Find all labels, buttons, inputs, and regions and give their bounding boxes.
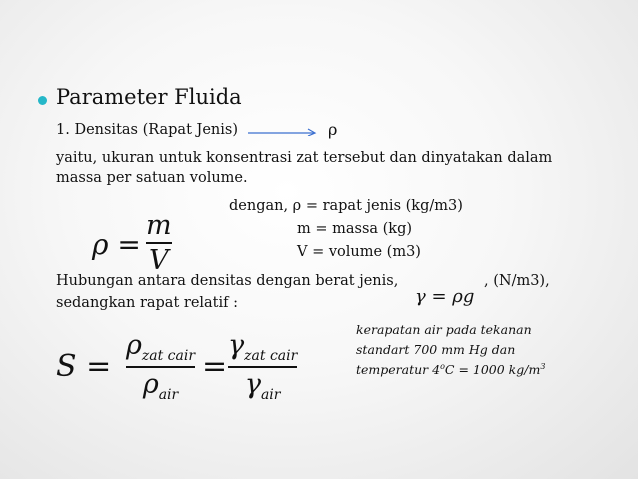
legend-volume: V = volume (m3): [297, 244, 421, 260]
formula-relative-fraction-2: [228, 332, 297, 402]
subscript-air: air: [158, 387, 179, 403]
density-label: 1. Densitas (Rapat Jenis): [56, 122, 238, 138]
definition-line-1: yaitu, ukuran untuk konsentrasi zat tersebut dan dinyatakan dalam: [56, 150, 553, 166]
formula-relative-fraction-1: [126, 332, 195, 402]
note-line-1: kerapatan air pada tekanan: [356, 322, 532, 337]
specific-weight-formula: γ = ρg: [415, 286, 475, 307]
formula-density-denominator: V: [149, 245, 169, 276]
gamma-denominator: γ: [244, 369, 261, 400]
relation-line-2: sedangkan rapat relatif :: [56, 295, 239, 311]
formula-density-fraction: [146, 212, 172, 274]
subscript-air: air: [260, 387, 281, 403]
legend-density: dengan, ρ = rapat jenis (kg/m3): [229, 198, 463, 214]
note-line-2: standart 700 mm Hg dan: [356, 342, 516, 357]
formula-density-numerator: m: [146, 210, 172, 241]
legend-mass: m = massa (kg): [297, 221, 413, 237]
rho-symbol: ρ: [328, 120, 338, 139]
subscript-zat-cair: zat cair: [141, 348, 196, 364]
rho-numerator: ρ: [126, 330, 142, 361]
relation-unit: , (N/m3),: [484, 273, 550, 289]
definition-line-2: massa per satuan volume.: [56, 170, 248, 186]
equals-sign: =: [202, 349, 228, 384]
subscript-zat-cair: zat cair: [244, 348, 298, 364]
formula-relative-lhs: S =: [56, 349, 112, 384]
bullet-icon: [38, 96, 47, 105]
note-line-3: temperatur $4^oC = 1000$ $kg/m^3$: [356, 362, 546, 378]
rho-denominator: ρ: [142, 369, 159, 400]
relation-line-1: Hubungan antara densitas dengan berat jenis,: [56, 273, 399, 289]
formula-density-lhs: ρ =: [92, 228, 141, 261]
gamma-numerator: γ: [228, 330, 245, 361]
slide-title: Parameter Fluida: [56, 85, 242, 109]
fraction-bar: [126, 366, 195, 368]
fraction-bar: [228, 366, 297, 368]
arrow-icon: [246, 124, 322, 136]
fraction-bar: [146, 242, 172, 244]
